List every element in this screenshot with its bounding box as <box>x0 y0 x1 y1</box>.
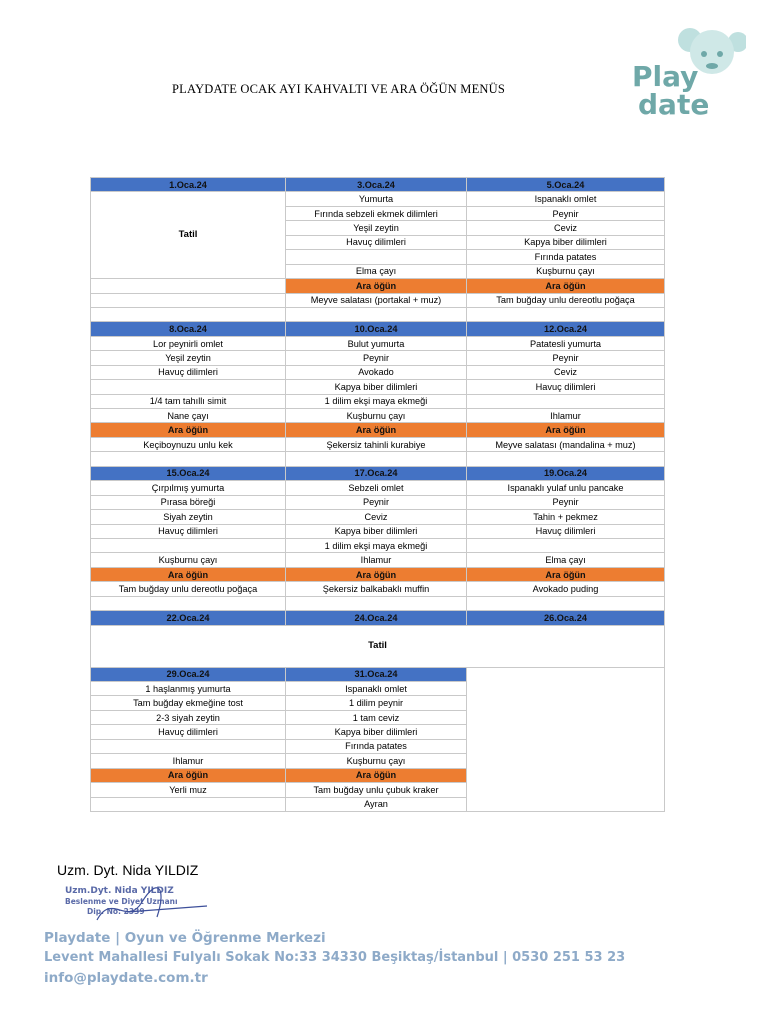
date-header: 17.Oca.24 <box>286 466 467 480</box>
snack-label: Ara öğün <box>91 768 286 782</box>
menu-cell: Peynir <box>467 206 665 220</box>
spacer-cell <box>91 452 286 466</box>
menu-cell: Elma çayı <box>467 553 665 567</box>
date-header: 15.Oca.24 <box>91 466 286 480</box>
menu-cell <box>286 250 467 264</box>
snack-label: Ara öğün <box>286 279 467 293</box>
spacer-cell <box>286 596 467 610</box>
menu-cell <box>467 538 665 552</box>
menu-cell: Tahin + pekmez <box>467 510 665 524</box>
menu-cell: Patatesli yumurta <box>467 336 665 350</box>
date-header: 19.Oca.24 <box>467 466 665 480</box>
holiday-cell: Tatil <box>91 625 665 667</box>
menu-cell: 1 dilim peynir <box>286 696 467 710</box>
menu-cell: Peynir <box>286 495 467 509</box>
menu-cell: Siyah zeytin <box>91 510 286 524</box>
footer-address: Levent Mahallesi Fulyalı Sokak No:33 34330 Beşiktaş/İstanbul | 0530 251 53 23 <box>44 950 626 965</box>
menu-cell: Kuşburnu çayı <box>91 553 286 567</box>
menu-cell: Havuç dilimleri <box>91 725 286 739</box>
snack-cell: Meyve salatası (portakal + muz) <box>286 293 467 307</box>
snack-cell: Meyve salatası (mandalina + muz) <box>467 437 665 451</box>
snack-cell: Tam buğday unlu çubuk kraker <box>286 783 467 797</box>
snack-cell: Keçiboynuzu unlu kek <box>91 437 286 451</box>
menu-cell: Ispanaklı yulaf unlu pancake <box>467 481 665 495</box>
menu-cell: Havuç dilimleri <box>286 235 467 249</box>
menu-cell: Havuç dilimleri <box>91 365 286 379</box>
date-header: 22.Oca.24 <box>91 611 286 625</box>
menu-cell: Lor peynirli omlet <box>91 336 286 350</box>
menu-cell: Fırında sebzeli ekmek dilimleri <box>286 206 467 220</box>
snack-label: Ara öğün <box>467 279 665 293</box>
menu-cell: Sebzeli omlet <box>286 481 467 495</box>
menu-cell <box>91 739 286 753</box>
menu-cell: Yeşil zeytin <box>286 221 467 235</box>
menu-cell: Peynir <box>467 495 665 509</box>
date-header: 12.Oca.24 <box>467 322 665 336</box>
spacer-cell <box>467 596 665 610</box>
menu-cell <box>91 538 286 552</box>
menu-cell: Fırında patates <box>286 739 467 753</box>
menu-cell: Kapya biber dilimleri <box>467 235 665 249</box>
empty-cell <box>91 293 286 307</box>
menu-cell: Ihlamur <box>91 754 286 768</box>
snack-cell: Şekersiz balkabaklı muffin <box>286 582 467 596</box>
menu-cell: 1 tam ceviz <box>286 710 467 724</box>
menu-cell: Havuç dilimleri <box>467 380 665 394</box>
dietitian-name: Uzm. Dyt. Nida YILDIZ <box>57 862 199 878</box>
date-header: 31.Oca.24 <box>286 667 467 681</box>
menu-cell: Bulut yumurta <box>286 336 467 350</box>
snack-label: Ara öğün <box>286 567 467 581</box>
svg-text:Play: Play <box>632 60 699 93</box>
menu-cell: Ceviz <box>467 221 665 235</box>
menu-cell <box>91 380 286 394</box>
snack-cell: Tam buğday unlu dereotlu poğaça <box>467 293 665 307</box>
menu-cell: Kuşburnu çayı <box>286 754 467 768</box>
menu-cell: 1 haşlanmış yumurta <box>91 682 286 696</box>
menu-cell: Yeşil zeytin <box>91 351 286 365</box>
snack-cell <box>91 797 286 811</box>
snack-label: Ara öğün <box>286 423 467 437</box>
snack-cell: Yerli muz <box>91 783 286 797</box>
date-header: 29.Oca.24 <box>91 667 286 681</box>
menu-cell: Havuç dilimleri <box>467 524 665 538</box>
menu-cell: Kapya biber dilimleri <box>286 725 467 739</box>
menu-table <box>90 177 665 812</box>
snack-cell: Tam buğday unlu dereotlu poğaça <box>91 582 286 596</box>
snack-cell: Şekersiz tahinli kurabiye <box>286 437 467 451</box>
spacer-cell <box>286 452 467 466</box>
menu-cell: Pırasa böreği <box>91 495 286 509</box>
date-header: 3.Oca.24 <box>286 178 467 192</box>
menu-cell: Nane çayı <box>91 409 286 423</box>
holiday-cell: Tatil <box>91 192 286 279</box>
stamp-line-1: Uzm.Dyt. Nida YILDIZ <box>65 886 174 896</box>
date-header: 24.Oca.24 <box>286 611 467 625</box>
snack-label: Ara öğün <box>91 423 286 437</box>
stamp-line-2: Beslenme ve Diyet Uzmanı <box>65 897 178 906</box>
svg-text:date: date <box>638 88 710 121</box>
menu-cell: Tam buğday ekmeğine tost <box>91 696 286 710</box>
signature-stamp <box>57 882 217 932</box>
footer-company: Playdate | Oyun ve Öğrenme Merkezi <box>44 930 326 946</box>
snack-label: Ara öğün <box>91 567 286 581</box>
menu-cell: Kapya biber dilimleri <box>286 380 467 394</box>
date-header: 8.Oca.24 <box>91 322 286 336</box>
spacer-cell <box>467 452 665 466</box>
menu-cell: Kuşburnu çayı <box>467 264 665 278</box>
menu-cell: Ceviz <box>286 510 467 524</box>
menu-cell: Peynir <box>467 351 665 365</box>
date-header: 1.Oca.24 <box>91 178 286 192</box>
empty-cell <box>467 667 665 811</box>
menu-cell: Elma çayı <box>286 264 467 278</box>
stamp-line-3: Dip. No: 2339 <box>87 907 145 916</box>
menu-cell: Çırpılmış yumurta <box>91 481 286 495</box>
menu-cell: Peynir <box>286 351 467 365</box>
snack-cell: Ayran <box>286 797 467 811</box>
spacer-cell <box>286 307 467 321</box>
menu-cell: Yumurta <box>286 192 467 206</box>
menu-cell: Ihlamur <box>286 553 467 567</box>
snack-label: Ara öğün <box>286 768 467 782</box>
menu-cell: Ceviz <box>467 365 665 379</box>
spacer-cell <box>467 307 665 321</box>
menu-cell: Kuşburnu çayı <box>286 409 467 423</box>
menu-cell: Avokado <box>286 365 467 379</box>
playdate-logo <box>628 22 746 132</box>
menu-cell <box>467 394 665 408</box>
menu-cell: 1 dilim ekşi maya ekmeği <box>286 538 467 552</box>
snack-label: Ara öğün <box>467 567 665 581</box>
snack-cell: Avokado puding <box>467 582 665 596</box>
menu-cell: Kapya biber dilimleri <box>286 524 467 538</box>
footer-email: info@playdate.com.tr <box>44 970 208 986</box>
date-header: 5.Oca.24 <box>467 178 665 192</box>
date-header: 26.Oca.24 <box>467 611 665 625</box>
spacer-cell <box>91 596 286 610</box>
menu-cell: Ispanaklı omlet <box>286 682 467 696</box>
date-header: 10.Oca.24 <box>286 322 467 336</box>
page-title: PLAYDATE OCAK AYI KAHVALTI VE ARA ÖĞÜN MENÜS <box>172 82 506 96</box>
snack-label: Ara öğün <box>467 423 665 437</box>
empty-cell <box>91 279 286 293</box>
menu-cell: 1/4 tam tahıllı simit <box>91 394 286 408</box>
menu-cell: Ispanaklı omlet <box>467 192 665 206</box>
menu-cell: 2-3 siyah zeytin <box>91 710 286 724</box>
spacer-cell <box>91 307 286 321</box>
menu-cell: Fırında patates <box>467 250 665 264</box>
menu-cell: Havuç dilimleri <box>91 524 286 538</box>
menu-cell: 1 dilim ekşi maya ekmeği <box>286 394 467 408</box>
menu-cell: Ihlamur <box>467 409 665 423</box>
